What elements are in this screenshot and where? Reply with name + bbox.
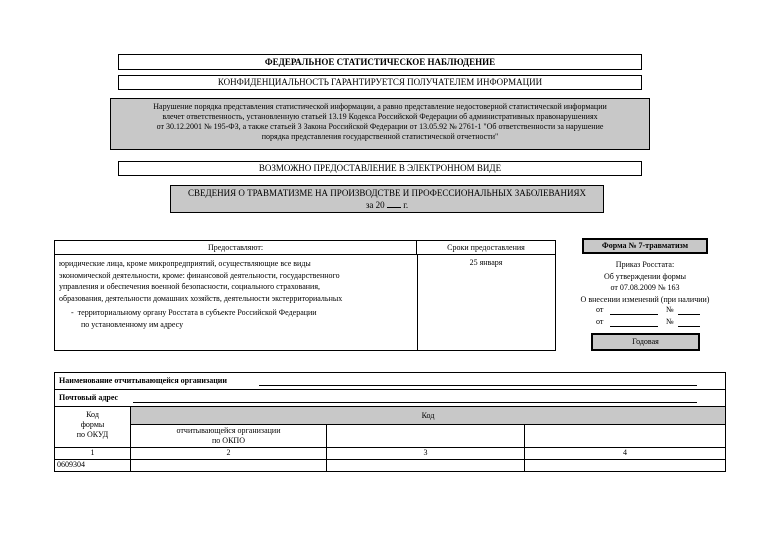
bullet-line-2: по установленному им адресу bbox=[81, 319, 184, 329]
submitters-line-4: образования, деятельности домашних хозяйств, деятельности экстерриториальных bbox=[59, 293, 343, 303]
number-label: № bbox=[666, 305, 674, 314]
submitters-header: Предоставляют: bbox=[55, 241, 417, 255]
code-col-3-value-cell[interactable] bbox=[327, 460, 525, 471]
deadline-value: 25 января bbox=[469, 258, 503, 267]
col-number-2: 2 bbox=[131, 448, 327, 459]
from-label: от bbox=[596, 305, 604, 314]
column-divider bbox=[417, 255, 418, 350]
order-info bbox=[560, 259, 730, 305]
okpo-label: отчитывающейся организации по ОКПО bbox=[131, 425, 327, 447]
legal-warning-box bbox=[110, 98, 650, 150]
code-header: Код bbox=[131, 407, 725, 425]
date-field[interactable] bbox=[610, 314, 658, 315]
report-year-blank bbox=[387, 199, 401, 208]
form-header-title: ФЕДЕРАЛЬНОЕ СТАТИСТИЧЕСКОЕ НАБЛЮДЕНИЕ bbox=[118, 54, 642, 70]
warning-line-3: от 30.12.2001 № 195-ФЗ, а также статьей 3 Закона Российской Федерации от 13.05.92 № 2761-1 "Об ответственности за нарушение bbox=[156, 122, 604, 131]
form-number-box: Форма № 7-травматизм bbox=[582, 238, 708, 254]
submitters-line-3: управления и обеспечения военной безопасности, социального страхования, bbox=[59, 282, 321, 291]
amendment-row-2 bbox=[596, 317, 706, 328]
report-period bbox=[171, 199, 603, 211]
submitters-line-1: юридические лица, кроме микропредприятий, осуществляющие все виды bbox=[59, 259, 311, 268]
number-label: № bbox=[666, 317, 674, 326]
row-divider bbox=[55, 389, 725, 390]
report-year-prefix: за 20 bbox=[365, 200, 385, 210]
periodicity-box: Годовая bbox=[591, 333, 700, 351]
electronic-submission-notice: ВОЗМОЖНО ПРЕДОСТАВЛЕНИЕ В ЭЛЕКТРОННОМ ВИДЕ bbox=[118, 161, 642, 176]
bullet-dash: - bbox=[71, 308, 74, 317]
bullet-item bbox=[59, 307, 413, 319]
number-field[interactable] bbox=[678, 326, 700, 327]
col-number-1: 1 bbox=[55, 448, 131, 459]
submission-table bbox=[54, 240, 556, 351]
code-col-3-header bbox=[327, 425, 525, 447]
postal-address-label: Почтовый адрес bbox=[59, 393, 119, 402]
confidentiality-notice: КОНФИДЕНЦИАЛЬНОСТЬ ГАРАНТИРУЕТСЯ ПОЛУЧАТЕЛЕМ ИНФОРМАЦИИ bbox=[118, 75, 642, 90]
from-label: от bbox=[596, 317, 604, 326]
order-line-2: Об утверждении формы bbox=[603, 271, 687, 281]
col-number-4: 4 bbox=[623, 448, 627, 457]
warning-line-1: Нарушение порядка представления статистической информации, а равно представление недостоверной статистической информации bbox=[153, 102, 607, 111]
number-field[interactable] bbox=[678, 314, 700, 315]
amendment-row-1 bbox=[596, 305, 706, 316]
submitters-line-2: экономической деятельности, кроме: финансовой деятельности, государственного bbox=[59, 270, 340, 280]
order-line-3: от 07.08.2009 № 163 bbox=[610, 283, 680, 292]
organization-table bbox=[54, 372, 726, 472]
org-name-field[interactable] bbox=[259, 385, 697, 386]
report-title-box bbox=[170, 185, 604, 213]
okud-form-code-label: Код формы по ОКУД bbox=[55, 407, 131, 447]
postal-address-field[interactable] bbox=[133, 402, 697, 403]
submitters-text bbox=[59, 258, 413, 330]
report-title: СВЕДЕНИЯ О ТРАВМАТИЗМЕ НА ПРОИЗВОДСТВЕ И ПРОФЕССИОНАЛЬНЫХ ЗАБОЛЕВАНИЯХ bbox=[188, 188, 586, 198]
okpo-value-cell[interactable] bbox=[131, 460, 327, 471]
code-col-4-value-cell[interactable] bbox=[525, 460, 725, 471]
report-year-suffix: г. bbox=[403, 200, 409, 210]
date-field[interactable] bbox=[610, 326, 658, 327]
deadlines-header: Сроки предоставления bbox=[417, 241, 555, 255]
order-line-4: О внесении изменений (при наличии) bbox=[580, 294, 710, 304]
col-number-3: 3 bbox=[327, 448, 525, 459]
order-line-1: Приказ Росстата: bbox=[615, 260, 675, 269]
okud-value: 0609304 bbox=[57, 460, 131, 471]
code-col-4-header bbox=[525, 425, 725, 447]
org-name-label: Наименование отчитывающейся организации bbox=[59, 376, 228, 385]
bullet-line-1: территориальному органу Росстата в субъекте Российской Федерации bbox=[77, 308, 317, 317]
warning-line-2: влечет ответственность, установленную статьей 13.19 Кодекса Российской Федерации об административных правонарушениях bbox=[162, 112, 598, 121]
warning-line-4: порядка представления государственной статистической отчетности" bbox=[261, 132, 499, 141]
